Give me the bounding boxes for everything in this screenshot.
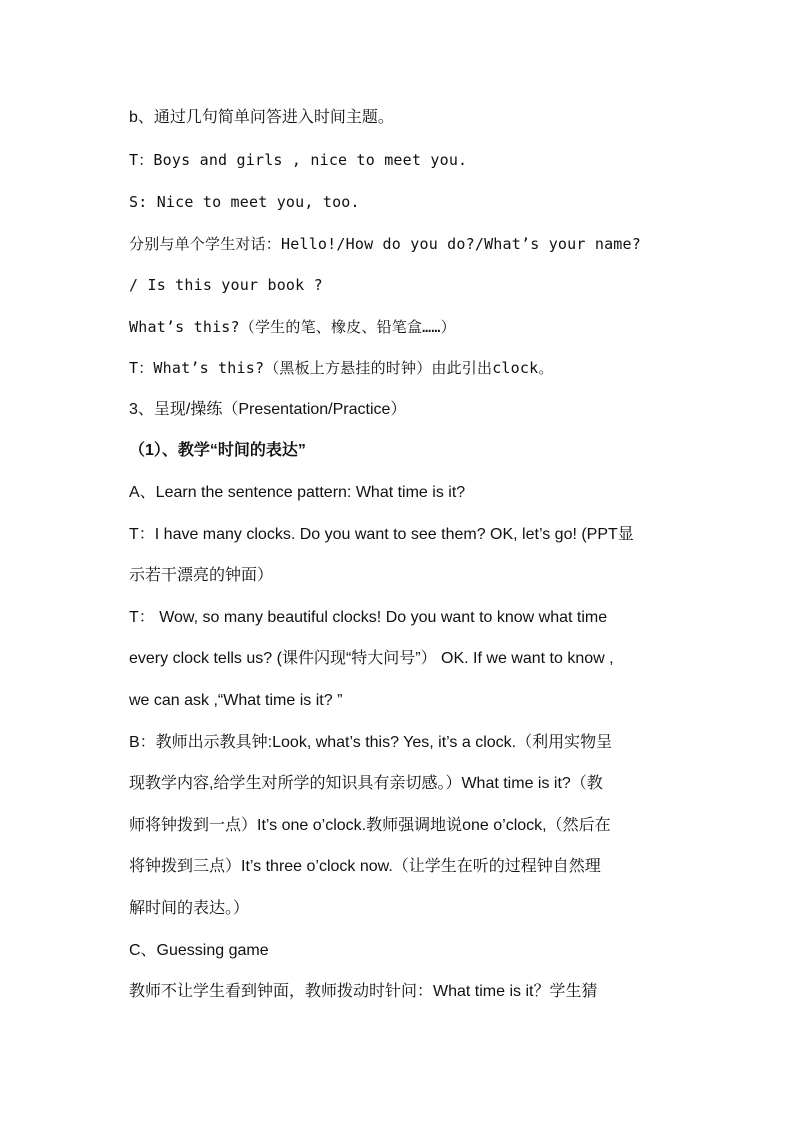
text-line: What’s this?（学生的笔、橡皮、铅笔盒……） — [129, 318, 456, 336]
text-line: b、通过几句简单问答进入时间主题。 — [129, 109, 394, 126]
text-line: A、Learn the sentence pattern: What time is it? — [129, 484, 466, 501]
section-heading: 3、呈现/操练（Presentation/Practice） — [129, 401, 407, 418]
text-line: / Is this your book ? — [129, 276, 323, 294]
text-line: B：教师出示教具钟:Look, what’s this? Yes, it’s a clock.（利用实物呈 — [129, 734, 613, 751]
text-line: S: Nice to meet you, too. — [129, 193, 360, 211]
text-line: C、Guessing game — [129, 942, 269, 959]
text-line: T：What’s this?（黑板上方悬挂的时钟）由此引出clock。 — [129, 359, 554, 377]
text-line: we can ask ,“What time is it? ” — [129, 692, 343, 709]
text-line: T：Boys and girls , nice to meet you. — [129, 151, 468, 169]
subsection-heading: （1）、教学“时间的表达” — [129, 442, 306, 459]
text-line: T： Wow, so many beautiful clocks! Do you want to know what time — [129, 609, 608, 626]
text-line: 将钟拨到三点）It’s three o’clock now.（让学生在听的过程钟自然理 — [129, 858, 601, 875]
text-line: 现教学内容,给学生对所学的知识具有亲切感。）What time is it?（教 — [129, 775, 603, 792]
text-line: 解时间的表达。） — [129, 900, 250, 917]
text-line: 示若干漂亮的钟面） — [129, 567, 274, 584]
text-line: 分别与单个学生对话：Hello!/How do you do?/What’s your name? — [129, 235, 642, 253]
text-line: every clock tells us? (课件闪现“特大问号”） OK. If we want to know , — [129, 650, 614, 667]
text-line: 师将钟拨到一点）It’s one o’clock.教师强调地说one o’clock,（然后在 — [129, 817, 611, 834]
text-line: 教师不让学生看到钟面，教师拨动时针问：What time is it？学生猜 — [129, 983, 598, 1000]
text-line: T：I have many clocks. Do you want to see them? OK, let’s go! (PPT显 — [129, 526, 634, 543]
